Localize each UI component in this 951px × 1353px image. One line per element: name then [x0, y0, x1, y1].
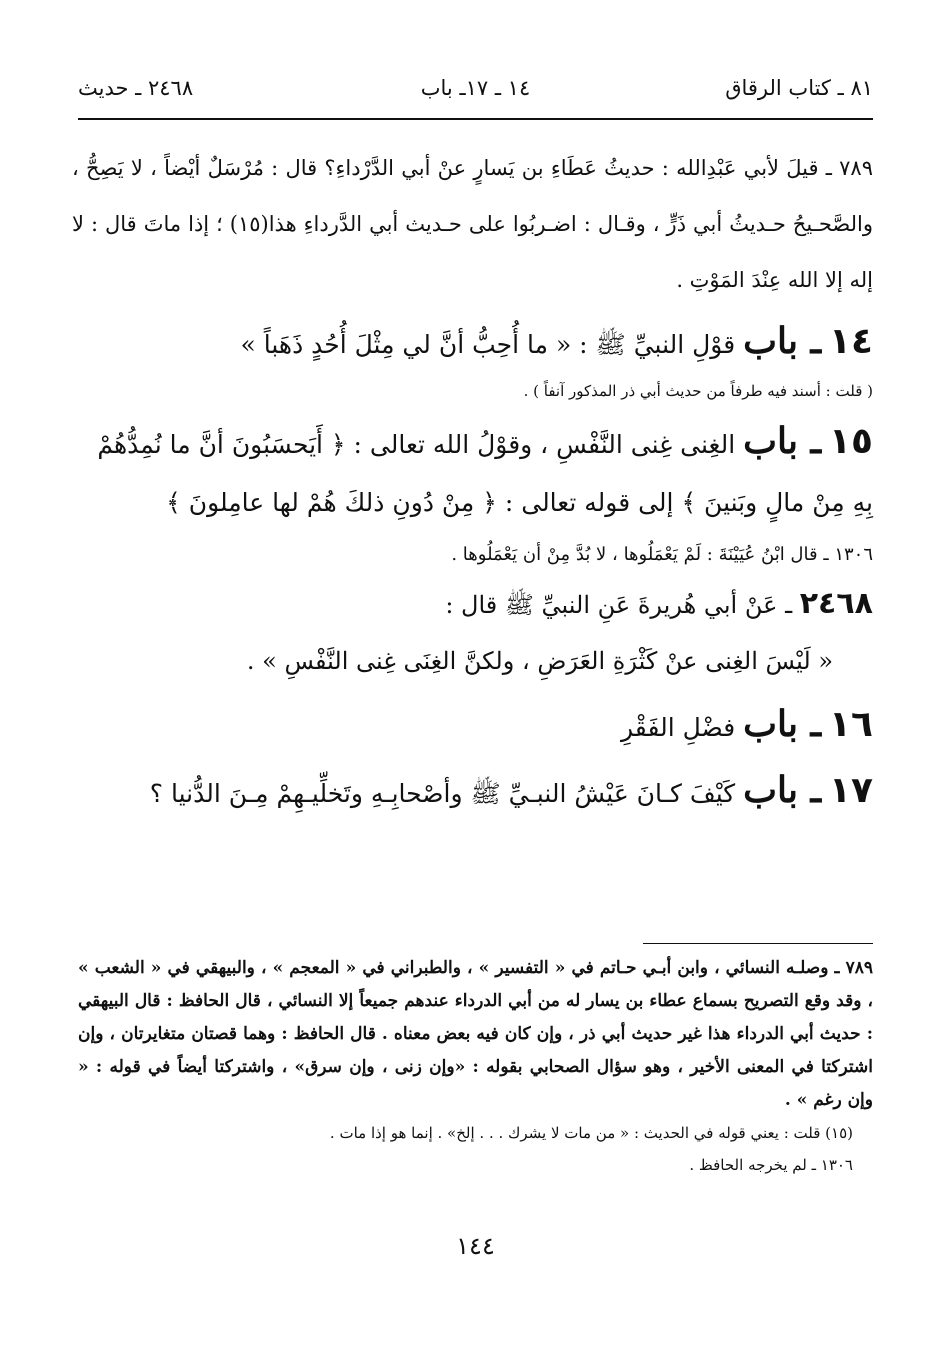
chapter-title: قوْلِ النبيِّ ﷺ : « ما أُحِبُّ أنَّ لي مِثْلَ أُحُدٍ ذَهَباً » [240, 330, 736, 359]
chapter-16 [72, 695, 873, 757]
chapter-title: الغِنى غِنى النَّفْسِ ، وقوْلُ الله تعالى : ﴿ أَيَحسَبُونَ أنَّ ما نُمِدُّهُمْ بِهِ مِنْ مالٍ وبَنينَ ﴾ إلى قوله تعالى : ﴿ مِنْ دُونِ ذلكَ هُمْ لها عامِلونَ ﴾ [97, 430, 873, 517]
chapter-17 [72, 761, 873, 823]
running-header [78, 68, 873, 108]
chapter-number: ١٧ [829, 770, 873, 811]
editor-note-14: ( قلت : أسند فيه طرفاً من حديث أبي ذر المذكور آنفاً ) . [523, 382, 873, 400]
header-hadith-number: ٢٤٦٨ ـ حديث [78, 76, 194, 100]
chapter-word: ـ باب [743, 703, 822, 745]
footnote-1306: ١٣٠٦ ـ لم يخرجه الحافظ . [689, 1156, 853, 1174]
main-text [72, 140, 873, 823]
header-chapter-range: ١٤ ـ ١٧ـ باب [420, 76, 531, 100]
chapter-word: ـ باب [743, 769, 822, 811]
chapter-14 [72, 312, 873, 374]
chapter-word: ـ باب [743, 420, 822, 462]
chapter-15 [72, 412, 873, 532]
hadith-2468-text: « لَيْسَ الغِنى عنْ كَثْرَةِ العَرَضِ ، ولكنَّ الغِنَى غِنى النَّفْسِ » . [246, 647, 833, 675]
hadith-2468-heading [72, 578, 873, 631]
footnote-789: ٧٨٩ ـ وصلـه النسائي ، وابن أبـي حـاتم في « التفسير » ، والطبراني في « المعجم » ، والبيهقي في « الشعب » ، وقد وقع التصريح بسماع عطاء بن يسار له من أبي الدرداء عندهم جميعاً إلا النسائي ، قال الحافظ : قال البيهقي : حديث أبي الدرداء هذا غير حديث أبي ذر ، وإن كان فيه بعض معناه . قال الحافظ : وهما قصتان متغايرتان ، وإن اشتركتا في المعنى الأخير ، وهو سؤال الصحابي بقوله : «وإن زنى ، وإن سرق» ، واشتركتا أيضاً في قوله : « وإن رغم » . [78, 958, 873, 1110]
header-book-title: ٨١ ـ كتاب الرقاق [725, 76, 873, 100]
footnote-15: (١٥) قلت : يعني قوله في الحديث : « من مات لا يشرك . . . إلخ» . إنما هو إذا مات . [329, 1124, 853, 1142]
chapter-number: ١٦ [829, 704, 873, 745]
hadith-isnad: ـ عَنْ أبي هُريرةَ عَنِ النبيِّ ﷺ قال : [445, 591, 793, 619]
chapter-title: فضْلِ الفَقْرِ [621, 713, 736, 742]
footnotes [78, 952, 873, 1181]
header-rule [78, 118, 873, 120]
page-number: ١٤٤ [456, 1232, 495, 1260]
paragraph-1306: ١٣٠٦ ـ قال ابْنُ عُيَيْنَةَ : لَمْ يَعْمَلُوها ، لا بُدَّ مِنْ أن يَعْمَلُوها . [451, 544, 873, 565]
paragraph-789: ٧٨٩ ـ قيلَ لأبي عَبْدِالله : حديثُ عَطَاءِ بن يَسارٍ عنْ أبي الدَّرْداءِ؟ قال : مُرْسَلٌ أيْضاً ، لا يَصِحُّ ، والصَّحـيحُ حـديثُ أبي ذَرٍّ ، وقـال : اضـربُوا على حـديث أبي الدَّرداءِ هذا(١٥) ؛ إذا ماتَ قال : لا إله إلا الله عِنْدَ المَوْتِ . [72, 156, 873, 292]
chapter-number: ١٤ [829, 321, 873, 362]
chapter-word: ـ باب [743, 320, 822, 362]
chapter-number: ١٥ [829, 421, 873, 462]
footnote-rule [643, 943, 873, 944]
hadith-number: ٢٤٦٨ [799, 586, 873, 621]
chapter-title: كَيْفَ كـانَ عَيْشُ النبـيِّ ﷺ وأصْحابِـهِ وتَخلِّيـهِمْ مِـنَ الدُّنيا ؟ [149, 779, 736, 808]
